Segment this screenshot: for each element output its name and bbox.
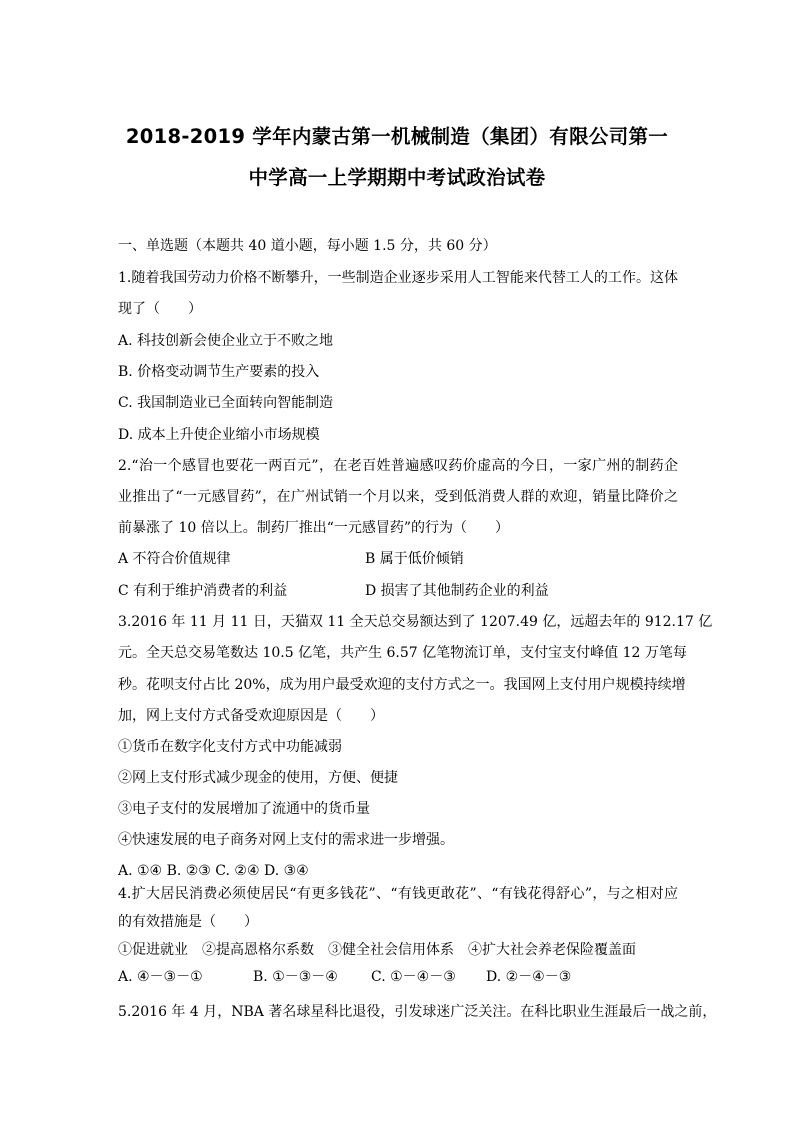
q3-stem-line-4: 加，网上支付方式备受欢迎原因是（ ） <box>118 708 384 724</box>
q4-option-c: C. ①－④－③ <box>371 969 456 985</box>
q1-option-d: D. 成本上升使企业缩小市场规模 <box>118 427 320 443</box>
q1-option-b: B. 价格变动调节生产要素的投入 <box>118 364 320 380</box>
q3-statement-1: ①货币在数字化支付方式中功能减弱 <box>118 739 342 755</box>
q3-statement-3: ③电子支付的发展增加了流通中的货币量 <box>118 801 370 817</box>
section-heading: 一、单选题（本题共 40 道小题，每小题 1.5 分，共 60 分） <box>118 238 497 254</box>
q2-stem-line-3: 前暴涨了 10 倍以上。制药厂推出“一元感冒药”的行为（ ） <box>118 520 510 536</box>
q4-stem-line-2: 的有效措施是（ ） <box>118 914 258 930</box>
q3-stem-line-3: 秒。花呗支付占比 20%，成为用户最受欢迎的支付方式之一。我国网上支付用户规模持续增 <box>118 677 686 693</box>
q1-option-a: A. 科技创新会使企业立于不败之地 <box>118 333 334 349</box>
exam-title-line-1: 2018-2019 学年内蒙古第一机械制造（集团）有限公司第一 <box>125 125 669 148</box>
q1-option-c: C. 我国制造业已全面转向智能制造 <box>118 395 334 411</box>
q1-stem-line-1: 1.随着我国劳动力价格不断攀升，一些制造企业逐步采用人工智能来代替工人的工作。这体 <box>118 270 678 286</box>
q4-option-a: A. ④－③－① <box>118 969 203 985</box>
q5-stem-line-1: 5.2016 年 4 月，NBA 著名球星科比退役，引发球迷广泛关注。在科比职业生涯最后一战之前， <box>118 1004 717 1020</box>
q3-statement-2: ②网上支付形式减少现金的使用，方便、便捷 <box>118 770 398 786</box>
q4-stem-line-1: 4.扩大居民消费必须使居民“有更多钱花”、“有钱更敢花”、“有钱花得舒心”，与之相对应 <box>118 886 678 902</box>
q3-options: A. ①④ B. ②③ C. ②④ D. ③④ <box>118 863 309 879</box>
q2-stem-line-2: 业推出了“一元感冒药”，在广州试销一个月以来，受到低消费人群的欢迎，销量比降价之 <box>118 489 678 505</box>
q2-option-c: C 有利于维护消费者的利益 <box>118 583 288 599</box>
q3-statement-4: ④快速发展的电子商务对网上支付的需求进一步增强。 <box>118 832 454 848</box>
q4-items: ①促进就业 ②提高恩格尔系数 ③健全社会信用体系 ④扩大社会养老保险覆盖面 <box>118 942 636 958</box>
q4-option-d: D. ②－④－③ <box>486 969 572 985</box>
q2-option-d: D 损害了其他制药企业的利益 <box>365 583 549 599</box>
q1-stem-line-2: 现了（ ） <box>118 301 202 317</box>
q3-stem-line-1: 3.2016 年 11 月 11 日，天猫双 11 全天总交易额达到了 1207.49 亿，远超去年的 912.17 亿 <box>118 614 713 630</box>
q2-stem-line-1: 2.“治一个感冒也要花一两百元”，在老百姓普遍感叹药价虚高的今日，一家广州的制药企 <box>118 458 678 474</box>
q2-option-b: B 属于低价倾销 <box>365 551 464 567</box>
exam-title-line-2: 中学高一上学期期中考试政治试卷 <box>248 166 546 189</box>
q2-option-a: A 不符合价值规律 <box>118 551 231 567</box>
q2-options-row-1 <box>118 549 678 569</box>
q2-options-row-2 <box>118 581 678 601</box>
q3-stem-line-2: 元。全天总交易笔数达 10.5 亿笔，共产生 6.57 亿笔物流订单，支付宝支付峰值 12 万笔每 <box>118 645 687 661</box>
q4-option-b: B. ①－③－④ <box>253 969 338 985</box>
